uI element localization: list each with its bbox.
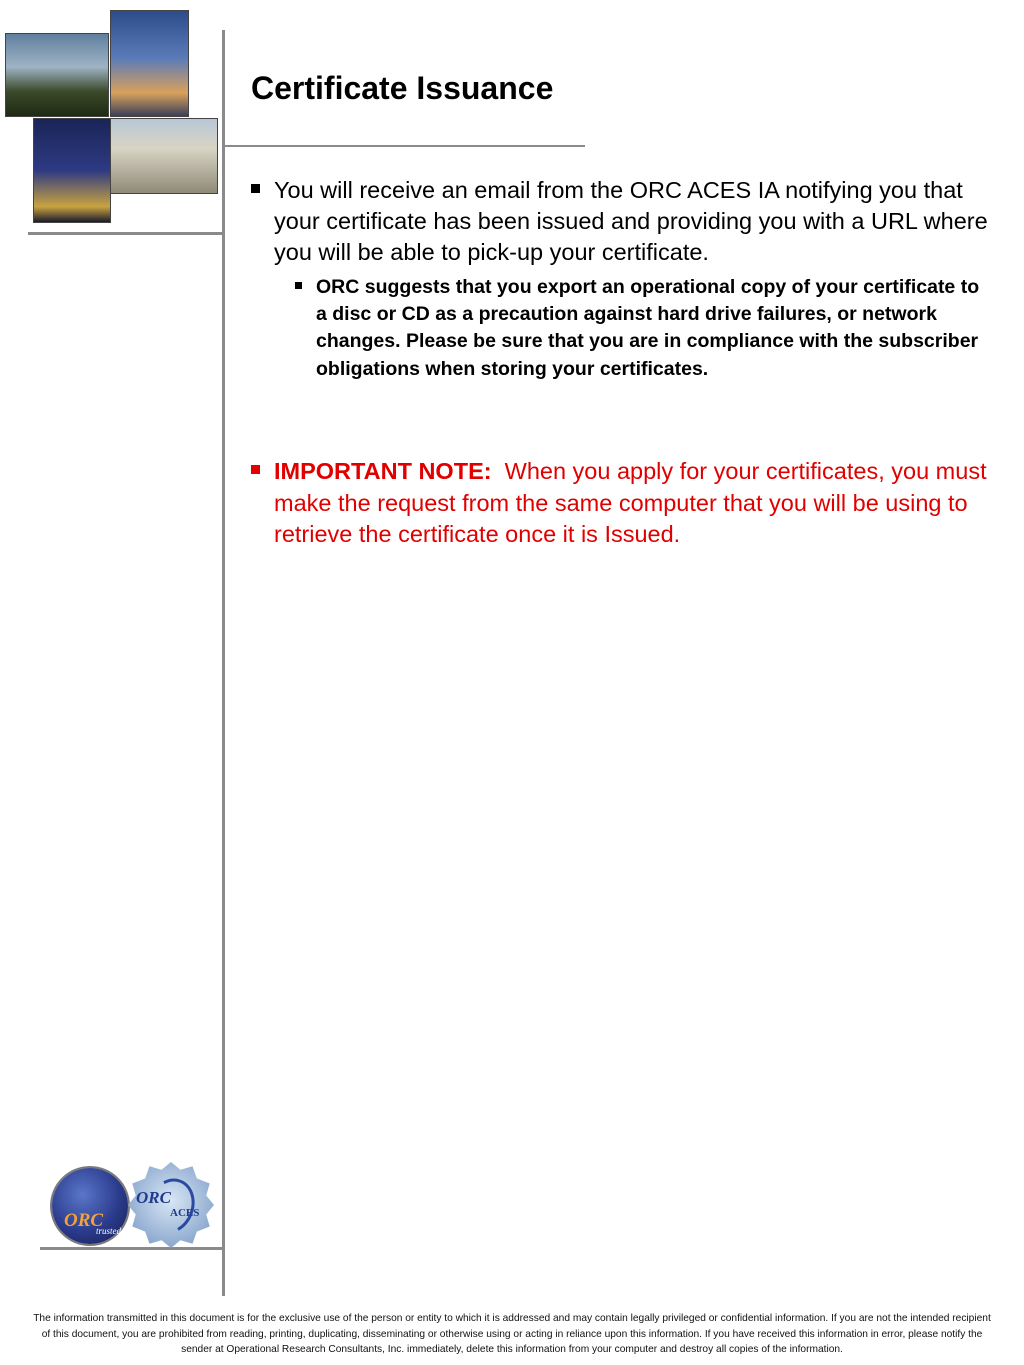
sub-bullet-text: ORC suggests that you export an operational copy of your certificate to a disc or CD as a precaution against hard drive failures, or network changes. Please be sure that you are in compliance with the subscriber obligations when storing your certificates.	[316, 276, 980, 380]
page-title: Certificate Issuance	[251, 70, 554, 106]
washington-monument-photo	[110, 10, 189, 117]
title-underline	[225, 145, 585, 147]
bullet-email-notice	[251, 175, 991, 268]
orc-aces-logo-sub: ACES	[170, 1207, 200, 1219]
confidentiality-disclaimer: The information transmitted in this document is for the exclusive use of the person or entity to which it is addressed and may contain legally privileged or confidential information. If you are not the intended recipient of this document, you are prohibited from reading, printing, duplicating, disseminating or otherwise using or acting in reliance upon this information. If you have received this information in error, please notify the sender at Operational Research Consultants, Inc. immediately, delete this information from your computer and destroy all copies of the information.	[33, 1313, 991, 1356]
horizontal-divider-top	[28, 232, 222, 235]
important-note-body: When you apply for your certificates, you must make the request from the same computer that you will be using to retrieve the certificate once it is Issued.	[274, 458, 987, 547]
orc-trusted-logo-name: ORC	[64, 1210, 104, 1231]
sub-bullet-export-copy	[295, 274, 985, 383]
vertical-divider	[222, 30, 225, 1296]
capitol-dome-photo	[33, 118, 111, 223]
government-building-photo	[110, 118, 218, 194]
square-bullet-icon	[295, 282, 302, 289]
orc-trusted-logo-sub: trusted	[96, 1226, 122, 1236]
important-note-text	[274, 456, 991, 551]
bullet-important-note	[251, 456, 991, 551]
square-bullet-icon	[251, 184, 260, 193]
orc-aces-logo-name: ORC	[136, 1188, 171, 1207]
important-note-label: IMPORTANT NOTE:	[274, 458, 492, 484]
square-bullet-icon	[251, 465, 260, 474]
bullet-text: You will receive an email from the ORC ACES IA notifying you that your certificate has been issued and providing you with a URL where you will be able to pick-up your certificate.	[274, 177, 988, 265]
white-house-photo	[5, 33, 109, 117]
horizontal-divider-bottom	[40, 1247, 222, 1250]
